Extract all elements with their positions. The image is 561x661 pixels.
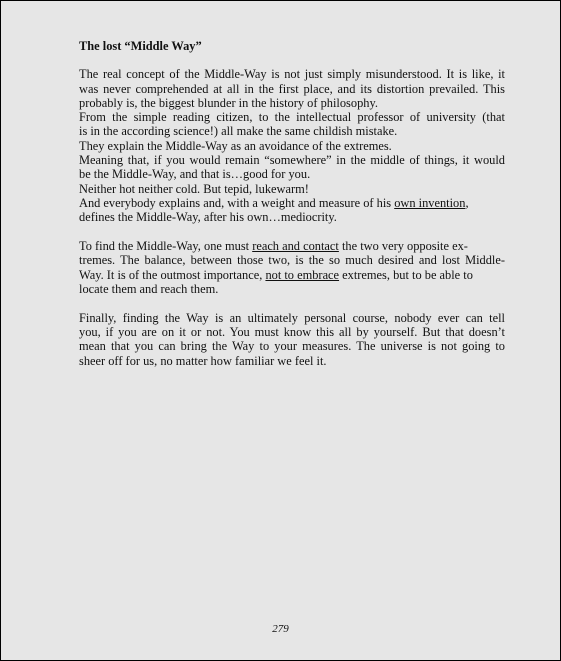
text-segment: the two very opposite ex- (338, 239, 468, 254)
text-line: From the simple reading citizen, to the intellectual professor of university (that (79, 110, 505, 125)
text-line (79, 196, 505, 210)
text-segment: , (465, 195, 469, 210)
text-line: probably is, the biggest blunder in the history of philosophy. (79, 95, 378, 110)
underlined-phrase: reach and contact (252, 239, 339, 254)
text-segment: Way. It is of the outmost importance, (79, 267, 266, 282)
underlined-phrase: own invention (394, 195, 466, 210)
text-line: mean that you can bring the Way to your measures. The universe is not going to (79, 339, 505, 354)
underlined-phrase: not to embrace (265, 267, 340, 282)
text-line: The real concept of the Middle-Way is not just simply misunderstood. It is like, it (79, 67, 505, 82)
text-line (79, 239, 505, 253)
text-line: Finally, finding the Way is an ultimately personal course, nobody ever can tell (79, 310, 505, 325)
text-line: sheer off for us, no matter how familiar we feel it. (79, 353, 327, 368)
text-line: They explain the Middle-Way as an avoidance of the extremes. (79, 138, 392, 153)
text-line: Neither hot neither cold. But tepid, lukewarm! (79, 181, 309, 196)
page-body (79, 39, 505, 382)
text-segment: To find the Middle-Way, one must (79, 239, 253, 254)
text-line: is in the according science!) all make the same childish mistake. (79, 124, 398, 139)
chapter-title: The lost “Middle Way” (79, 39, 202, 53)
text-line: Meaning that, if you would remain “somewhere” in the middle of things, it would (79, 153, 505, 168)
text-line (79, 268, 505, 282)
paragraph-2 (79, 239, 505, 296)
text-line: locate them and reach them. (79, 281, 219, 296)
text-segment: extremes, but to be able to (339, 267, 473, 282)
text-line: tremes. The balance, between those two, is the so much desired and lost Middle- (79, 253, 505, 268)
paragraph-1 (79, 67, 505, 224)
text-segment: And everybody explains and, with a weight and measure of his (79, 195, 395, 210)
text-line: you, if you are on it or not. You must know this all by yourself. But that doesn’t (79, 325, 505, 340)
text-line: was never comprehended at all in the first place, and its distortion prevailed. This (79, 81, 505, 96)
text-line: defines the Middle-Way, after his own…mediocrity. (79, 210, 337, 225)
page-number: 279 (272, 623, 289, 635)
paragraph-3 (79, 311, 505, 368)
text-line: be the Middle-Way, and that is…good for you. (79, 167, 311, 182)
